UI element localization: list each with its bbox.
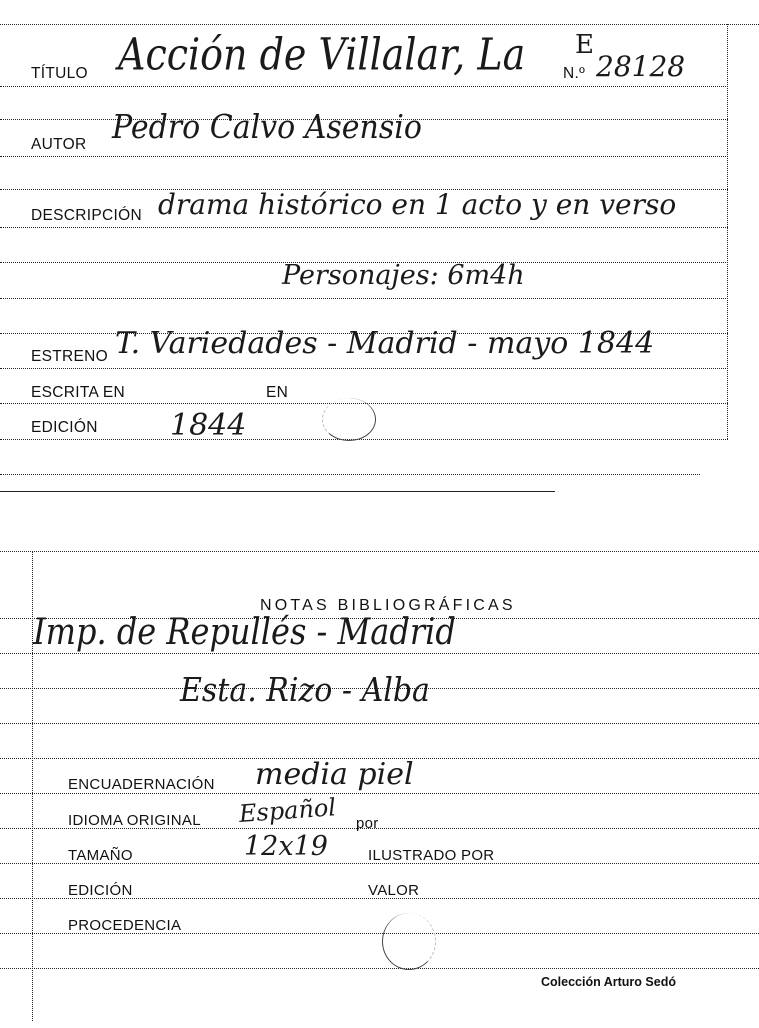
notes-line-1: Imp. de Repullés - Madrid xyxy=(33,609,456,653)
numero-label: N.º xyxy=(563,65,586,82)
ruled-line xyxy=(0,156,728,157)
ruled-line xyxy=(0,968,759,969)
punch-hole xyxy=(322,398,376,441)
ruled-line xyxy=(0,86,728,87)
notes-heading: NOTAS BIBLIOGRÁFICAS xyxy=(260,597,516,614)
edicion-label: EDICIÓN xyxy=(31,419,98,436)
ruled-line xyxy=(0,474,700,475)
descripcion-value: drama histórico en 1 acto y en verso xyxy=(158,188,677,221)
estreno-label: ESTRENO xyxy=(31,348,109,365)
escrita-en-label: ESCRITA EN xyxy=(31,384,126,401)
idioma-value: Español xyxy=(238,793,337,828)
bottom-edge-rule xyxy=(0,491,555,492)
idioma-label: IDIOMA ORIGINAL xyxy=(68,812,201,829)
titulo-value: Acción de Villalar, La xyxy=(118,29,526,80)
ruled-line xyxy=(0,368,728,369)
notes-line-2: Esta. Rizo - Alba xyxy=(180,671,430,710)
tamano-label: TAMAÑO xyxy=(68,847,133,864)
numero-value: 28128 xyxy=(596,50,686,83)
punch-hole xyxy=(382,913,436,970)
encuadernacion-value: media piel xyxy=(255,757,414,792)
autor-label: AUTOR xyxy=(31,136,87,153)
ruled-line xyxy=(0,653,759,654)
collection-footer: Colección Arturo Sedó xyxy=(541,975,676,989)
titulo-label: TÍTULO xyxy=(31,65,88,82)
procedencia-label: PROCEDENCIA xyxy=(68,917,182,934)
corner-mark: E xyxy=(575,30,594,60)
top-edge-rule xyxy=(0,551,759,552)
edicion-value: 1844 xyxy=(170,408,247,443)
ruled-line xyxy=(0,227,728,228)
en-label: EN xyxy=(266,384,289,401)
ilustrado-label: ILUSTRADO POR xyxy=(368,847,495,864)
autor-value: Pedro Calvo Asensio xyxy=(112,108,422,147)
encuadernacion-label: ENCUADERNACIÓN xyxy=(68,776,215,793)
edicion-label: EDICIÓN xyxy=(68,882,133,899)
descripcion-label: DESCRIPCIÓN xyxy=(31,207,142,224)
ruled-line xyxy=(0,723,759,724)
idioma-suffix: por xyxy=(356,815,379,832)
catalog-card-notes xyxy=(0,545,759,1028)
valor-label: VALOR xyxy=(368,882,420,899)
catalog-card-main xyxy=(0,0,759,500)
ruled-line xyxy=(0,793,759,794)
tamano-value: 12x19 xyxy=(244,831,328,862)
estreno-value: T. Variedades - Madrid - mayo 1844 xyxy=(115,326,655,361)
top-edge-rule xyxy=(0,24,759,25)
ruled-line xyxy=(0,439,728,440)
ruled-line xyxy=(0,298,728,299)
personajes-value: Personajes: 6m4h xyxy=(282,260,525,291)
